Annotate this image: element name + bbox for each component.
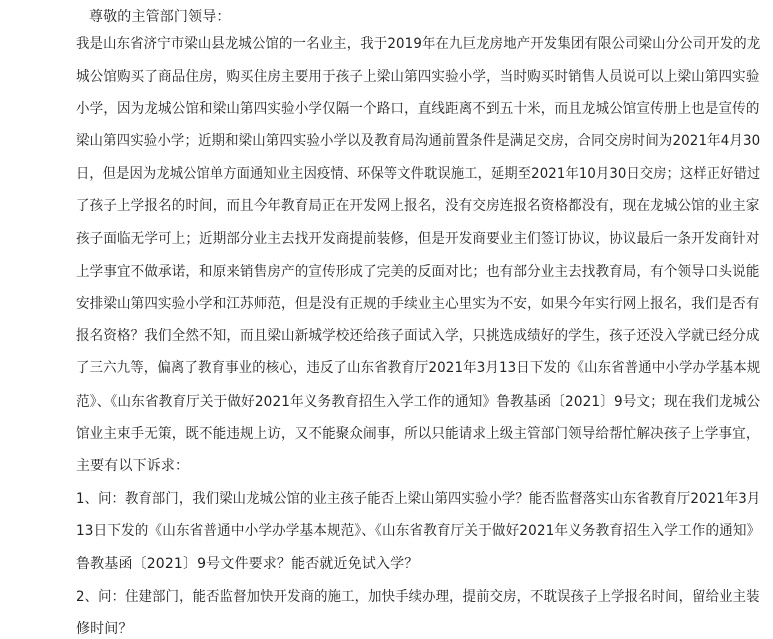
paragraph-line: 馆业主束手无策，既不能违规上访，又不能聚众闹事，所以只能请求上级主管部门领导给帮忙解决孩子上学事宜， (76, 426, 760, 442)
demands-intro: 主要有以下诉求： (76, 458, 190, 474)
paragraph-line: 孩子面临无学可上；近期部分业主去找开发商提前装修，但是开发商要业主们签订协议，协议最后一条开发商针对 (76, 231, 760, 247)
paragraph-line: 小学，因为龙城公馆和梁山第四实验小学仅隔一个路口，直线距离不到五十米，而且龙城公馆宣传册上也是宣传的 (76, 101, 760, 117)
paragraph-line: 日，但是因为龙城公馆单方面通知业主因疫情、环保等文件耽误施工，延期至2021年10月30日交房；这样正好错过 (76, 166, 761, 182)
item-1-line: 13日下发的《山东省普通中小学办学基本规范》、《山东省教育厅关于做好2021年义务教育招生入学工作的通知》 (76, 523, 761, 539)
paragraph-line: 梁山第四实验小学；近期和梁山第四实验小学以及教育局沟通前置条件是满足交房，合同交房时间为2021年4月30 (76, 133, 761, 149)
paragraph-line: 城公馆购买了商品住房，购买住房主要用于孩子上梁山第四实验小学，当时购买时销售人员说可以上梁山第四实验 (76, 69, 760, 85)
greeting: 尊敬的主管部门领导： (89, 9, 231, 25)
paragraph-line: 了三六九等，偏离了教育事业的核心，违反了山东省教育厅2021年3月13日下发的《山东省普通中小学办学基本规 (76, 360, 761, 376)
paragraph-line: 了孩子上学报名的时间，而且今年教育局正在开发网上报名，没有交房连报名资格都没有，现在龙城公馆的业主家 (76, 198, 760, 214)
item-2-line: 修时间？ (76, 621, 133, 637)
item-1-line: 1、问：教育部门，我们梁山龙城公馆的业主孩子能否上梁山第四实验小学？能否监督落实山东省教育厅2021年3月 (76, 491, 761, 507)
item-1-line: 鲁教基函〔2021〕9号文件要求？能否就近免试入学？ (76, 556, 419, 572)
paragraph-line: 报名资格？我们全然不知，而且梁山新城学校还给孩子面试入学，只挑选成绩好的学生，孩子还没入学就已经分成 (76, 328, 760, 344)
paragraph-line: 范》、《山东省教育厅关于做好2021年义务教育招生入学工作的通知》鲁教基函〔2021〕9号文；现在我们龙城公 (76, 394, 761, 410)
paragraph-line: 安排梁山第四实验小学和江苏师范，但是没有正规的手续业主心里实为不安，如果今年实行网上报名，我们是否有 (76, 296, 760, 312)
paragraph-line: 我是山东省济宁市梁山县龙城公馆的一名业主，我于2019年在九巨龙房地产开发集团有限公司梁山分公司开发的龙 (76, 36, 761, 52)
paragraph-line: 上学事宜不做承诺，和原来销售房产的宣传形成了完美的反面对比；也有部分业主去找教育局，有个领导口头说能 (76, 264, 760, 280)
item-2-line: 2、问：住建部门，能否监督加快开发商的施工，加快手续办理，提前交房，不耽误孩子上学报名时间，留给业主装 (76, 589, 760, 605)
